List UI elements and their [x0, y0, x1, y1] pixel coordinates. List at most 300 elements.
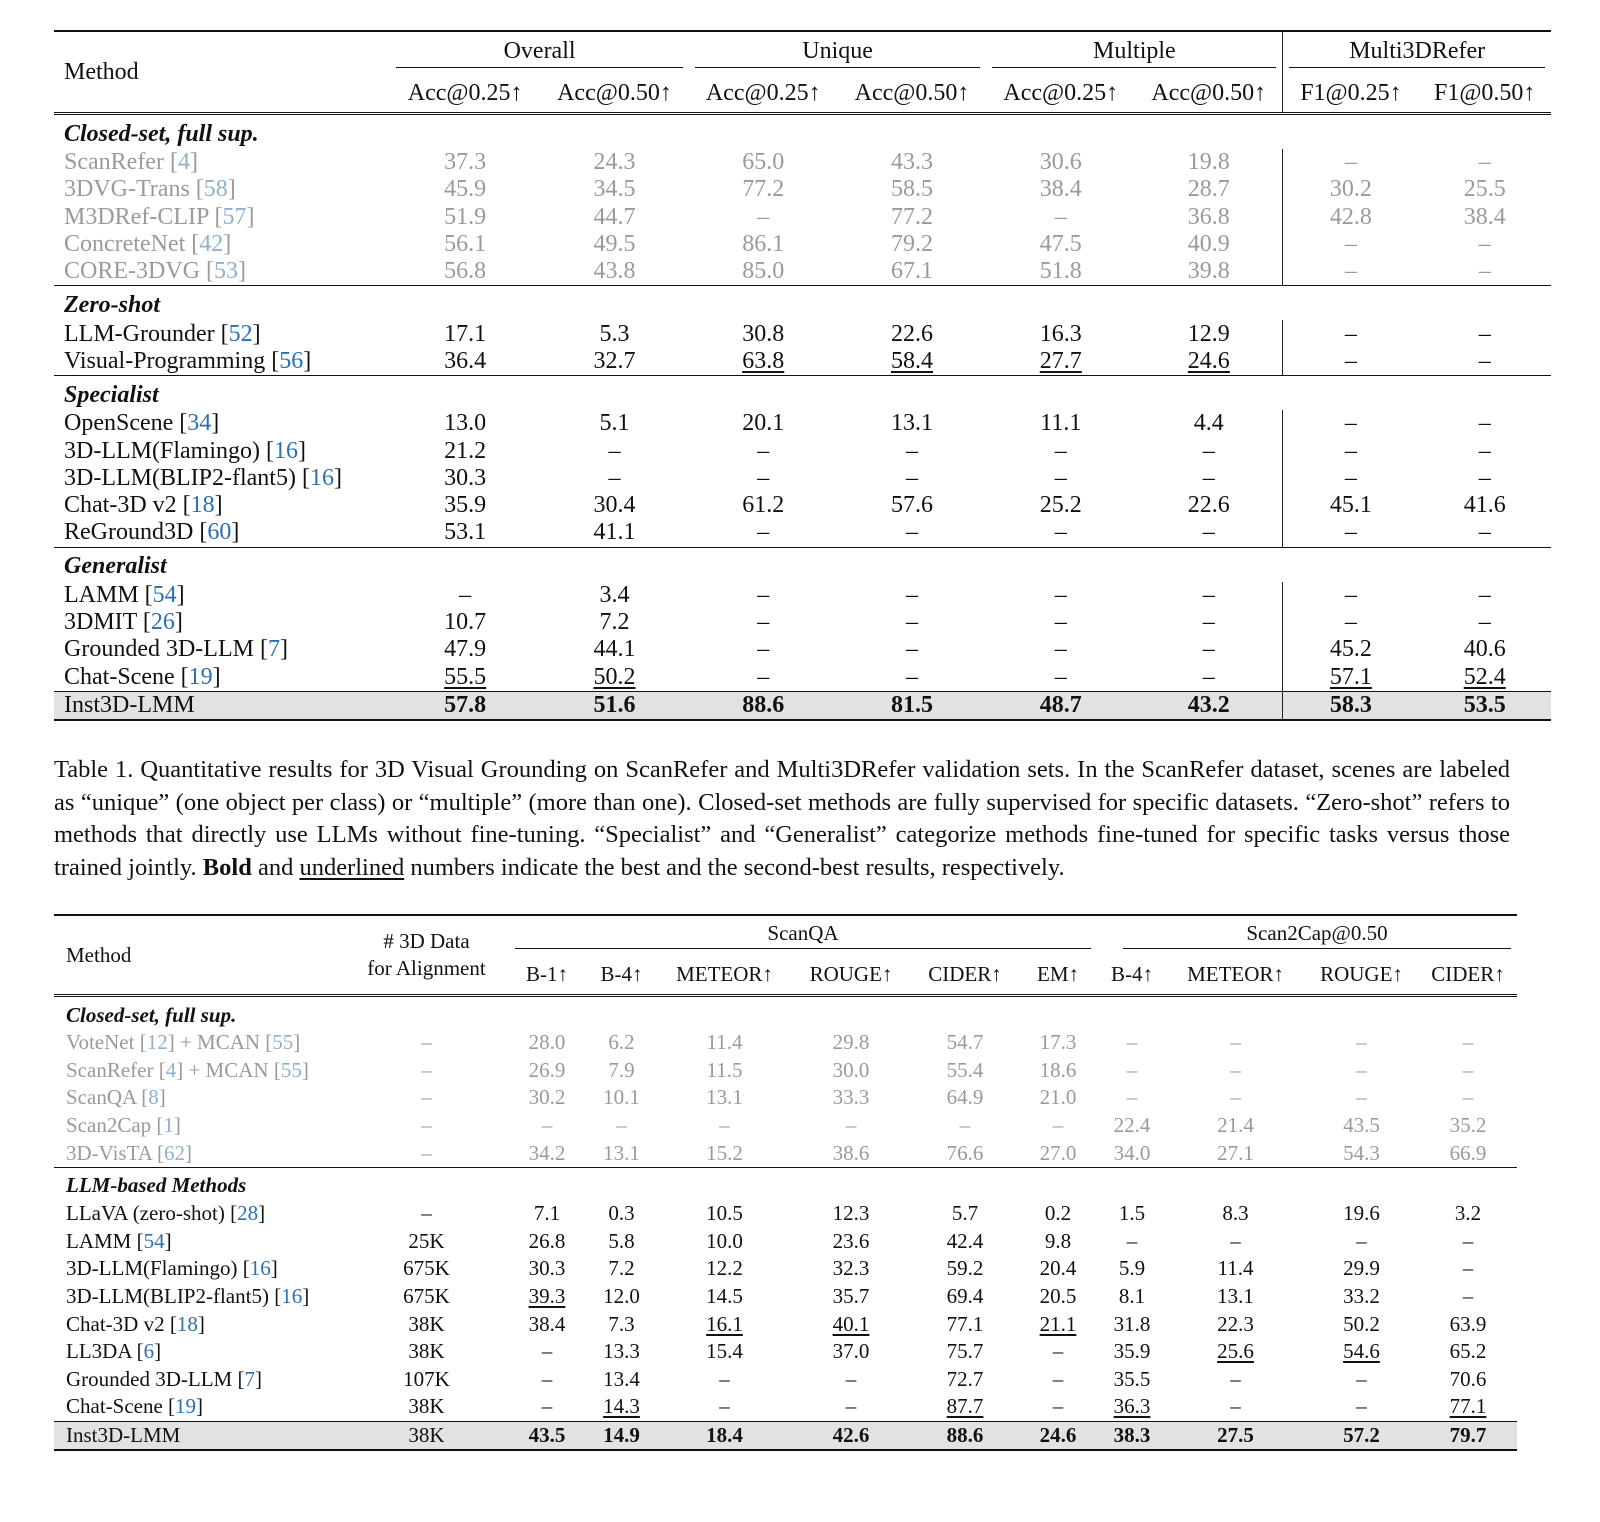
value: 3.4: [599, 581, 630, 608]
value: 43.8: [593, 258, 636, 285]
value: –: [1478, 258, 1491, 285]
value-cell: [791, 1200, 911, 1228]
value: –: [1126, 1085, 1138, 1110]
value-cell: [689, 437, 838, 464]
value-cell: [1097, 1310, 1167, 1338]
method-cell: 3D-LLM(BLIP2-flant5) [16]: [66, 1284, 310, 1309]
value-cell: [1019, 1393, 1097, 1421]
value: 7.2: [608, 1256, 635, 1281]
value-cell: [1097, 1366, 1167, 1394]
value: 25.2: [1039, 492, 1082, 519]
value: 7.2: [599, 609, 630, 635]
table-row: [54, 1338, 1517, 1366]
value-cell: [838, 609, 987, 636]
value-cell: [1135, 149, 1283, 176]
value-cell: [689, 176, 838, 203]
value: 35.9: [444, 492, 487, 519]
value: 3.2: [1454, 1201, 1482, 1226]
citation-link[interactable]: 16: [281, 1284, 303, 1309]
value: 49.5: [593, 231, 636, 258]
method-name: Grounded 3D-LLM: [64, 636, 254, 663]
value-cell: [1418, 410, 1551, 437]
value: 13.1: [890, 410, 933, 437]
value-cell: [658, 1029, 791, 1057]
value: –: [1478, 347, 1491, 374]
value-cell: [509, 1393, 585, 1421]
method-cell: CORE-3DVG [53]: [64, 258, 246, 285]
value: 38.4: [1463, 203, 1506, 230]
group-scan2cap: Scan2Cap@0.50: [1123, 921, 1511, 949]
method-name: ConcreteNet: [64, 231, 186, 258]
value: 30.0: [832, 1057, 870, 1082]
value-cell: [1019, 1112, 1097, 1140]
value-cell: [540, 636, 689, 663]
value: 10.7: [444, 609, 487, 635]
value: 35.9: [1113, 1339, 1151, 1364]
method-cell: LAMM [54]: [64, 581, 185, 608]
qa-captioning-results-table: [54, 914, 1517, 1451]
metric-header: ROUGE↑: [1320, 961, 1403, 986]
value-cell: [658, 1310, 791, 1338]
value-cell: [911, 1393, 1019, 1421]
value-cell: [791, 1139, 911, 1167]
value-cell: [986, 204, 1135, 231]
method-name: Visual-Programming: [64, 347, 266, 374]
value: –: [1344, 609, 1357, 635]
value-cell: [1097, 1139, 1167, 1167]
metric-header: Acc@0.50↑: [1151, 79, 1267, 106]
value-cell: [585, 1283, 658, 1311]
value-cell: [986, 149, 1135, 176]
value: 30.2: [1329, 176, 1372, 203]
value-cell: [540, 348, 689, 376]
value: 17.3: [1039, 1030, 1077, 1055]
value-cell: [838, 320, 987, 347]
value-cell: [1419, 1112, 1517, 1140]
value: –: [1478, 581, 1491, 608]
value-cell: [986, 320, 1135, 347]
value: 16.1: [706, 1311, 743, 1336]
method-name: LLaVA (zero-shot): [66, 1201, 225, 1226]
value: –: [1126, 1030, 1138, 1055]
value-cell: [791, 1338, 911, 1366]
value-cell: [911, 1057, 1019, 1085]
citation-link[interactable]: 19: [188, 663, 213, 690]
value: 65.0: [742, 149, 785, 176]
value-cell: [1283, 519, 1419, 547]
value: –: [1478, 437, 1491, 464]
value-cell: [1283, 437, 1419, 464]
value-cell: [1135, 231, 1283, 258]
value-cell: [1419, 1029, 1517, 1057]
value-cell: [540, 519, 689, 547]
value-cell: [1304, 1084, 1419, 1112]
value-cell: [390, 663, 540, 691]
citation-link[interactable]: 28: [237, 1201, 259, 1226]
citation-link[interactable]: 19: [175, 1394, 197, 1419]
value-cell: [1097, 1255, 1167, 1283]
value-cell: [509, 1228, 585, 1256]
value: 15.2: [706, 1140, 743, 1165]
value-cell: [1418, 149, 1551, 176]
value-cell: [911, 1310, 1019, 1338]
value: 5.7: [951, 1201, 979, 1226]
table-row: [54, 149, 1551, 176]
value-cell: [1167, 1029, 1304, 1057]
table-row: [54, 1084, 1517, 1112]
value: –: [1202, 581, 1215, 608]
group-multi3drefer: Multi3DRefer: [1289, 38, 1545, 68]
best-value: 57.2: [1304, 1421, 1419, 1450]
method-cell: ConcreteNet [42]: [64, 231, 232, 258]
value-cell: [1097, 1029, 1167, 1057]
value: 77.1: [1449, 1394, 1487, 1419]
value-cell: [838, 258, 987, 286]
table-row: [54, 1283, 1517, 1311]
value: 65.2: [1449, 1339, 1487, 1364]
value: –: [905, 636, 918, 663]
value: 16.3: [1039, 320, 1082, 347]
value: 43.3: [890, 149, 933, 176]
method-cell: Chat-Scene [19]: [64, 663, 221, 690]
citation-link[interactable]: 55: [280, 1057, 302, 1082]
value-cell: [1283, 663, 1419, 691]
value-cell: [1135, 492, 1283, 519]
value-cell: [1304, 1057, 1419, 1085]
value: 67.1: [890, 258, 933, 285]
value: –: [1478, 231, 1491, 258]
citation-link[interactable]: 60: [207, 519, 232, 546]
value: –: [1462, 1085, 1474, 1110]
value-cell: [1167, 1310, 1304, 1338]
value-cell: [1135, 204, 1283, 231]
value: 12.9: [1187, 320, 1230, 347]
value-cell: [689, 204, 838, 231]
alignment-data-cell: 38K: [344, 1421, 509, 1450]
citation-link[interactable]: 55: [272, 1030, 294, 1055]
value-cell: [390, 465, 540, 492]
method-cell: LLM-Grounder [52]: [64, 320, 261, 347]
value-cell: [689, 519, 838, 547]
citation-link[interactable]: 42: [199, 231, 224, 258]
value-cell: [1019, 1338, 1097, 1366]
value-cell: [791, 1366, 911, 1394]
value: –: [1356, 1228, 1367, 1253]
value-cell: [540, 582, 689, 609]
value-cell: [540, 149, 689, 176]
citation-link[interactable]: 26: [150, 609, 175, 635]
value-cell: [689, 149, 838, 176]
value: –: [1344, 320, 1357, 347]
value: 57.6: [890, 492, 933, 519]
method-name: 3D-VisTA: [66, 1140, 152, 1165]
citation-link[interactable]: 62: [163, 1140, 185, 1165]
method-cell: M3DRef-CLIP [57]: [64, 203, 255, 230]
value: –: [1054, 464, 1067, 491]
method-cell: 3D-LLM(Flamingo) [16]: [66, 1256, 278, 1281]
value-cell: [1418, 519, 1551, 547]
value-cell: [1019, 1057, 1097, 1085]
value: 35.7: [832, 1284, 870, 1309]
value-cell: [689, 663, 838, 691]
value: 55.5: [444, 663, 487, 690]
value: 11.5: [706, 1057, 743, 1082]
value-cell: [1097, 1228, 1167, 1256]
citation-link[interactable]: 53: [214, 258, 238, 285]
value: –: [905, 663, 918, 690]
value-cell: [1418, 204, 1551, 231]
table-row: [54, 176, 1551, 203]
value: –: [541, 1394, 553, 1419]
value-cell: [1419, 1084, 1517, 1112]
caption-text-end: numbers indicate the best and the second-best results, respectively.: [404, 853, 1065, 881]
value: 34.0: [1113, 1140, 1151, 1165]
value: 14.5: [706, 1284, 743, 1309]
citation-link[interactable]: 18: [190, 492, 215, 519]
value: –: [1230, 1030, 1241, 1055]
citation-link[interactable]: 8: [148, 1085, 159, 1110]
value-cell: [791, 1029, 911, 1057]
citation-link[interactable]: 16: [309, 464, 334, 491]
citation-link[interactable]: 1: [163, 1113, 174, 1138]
metric-header: CIDER↑: [928, 961, 1002, 986]
value-cell: [1419, 1057, 1517, 1085]
value-cell: [1283, 176, 1419, 203]
value-cell: [585, 1057, 658, 1085]
value: –: [905, 464, 918, 491]
value: 87.7: [946, 1394, 984, 1419]
value: 20.5: [1039, 1284, 1077, 1309]
value-cell: [1167, 1228, 1304, 1256]
value-cell: [689, 258, 838, 286]
citation-link[interactable]: 7: [267, 636, 280, 663]
table-row: [54, 519, 1551, 547]
value-cell: [1304, 1112, 1419, 1140]
value: –: [1202, 437, 1215, 464]
value: –: [1202, 464, 1215, 491]
value: 76.6: [946, 1140, 984, 1165]
value-cell: [1304, 1338, 1419, 1366]
value: 34.2: [528, 1140, 566, 1165]
value: 38.4: [528, 1311, 566, 1336]
method-cell: Chat-3D v2 [18]: [64, 492, 223, 519]
value-cell: [838, 348, 987, 376]
table-row: [54, 320, 1551, 347]
value: 5.8: [608, 1228, 635, 1253]
value-cell: [1418, 176, 1551, 203]
best-value: 43.5: [509, 1421, 585, 1450]
value: –: [1230, 1366, 1241, 1391]
citation-link[interactable]: 54: [143, 1228, 165, 1253]
citation-link[interactable]: 7: [244, 1366, 255, 1391]
value-cell: [689, 348, 838, 376]
value: –: [719, 1113, 730, 1138]
section-title: Generalist: [64, 553, 167, 580]
table-row: [54, 1366, 1517, 1394]
method-cell: Visual-Programming [56]: [64, 347, 312, 374]
citation-link[interactable]: 34: [187, 410, 212, 437]
method-name: LAMM: [64, 581, 139, 608]
method-cell: ReGround3D [60]: [64, 519, 240, 546]
citation-link[interactable]: 18: [176, 1311, 198, 1336]
table-row: [54, 465, 1551, 492]
value-cell: [689, 582, 838, 609]
method-cell: Scan2Cap [1]: [66, 1113, 181, 1138]
value: –: [1356, 1057, 1367, 1082]
value: 20.1: [742, 410, 785, 437]
value-cell: [540, 609, 689, 636]
value-cell: [540, 176, 689, 203]
citation-link[interactable]: 16: [249, 1256, 271, 1281]
best-value: 58.3: [1283, 691, 1419, 720]
value: 36.3: [1113, 1394, 1151, 1419]
citation-link[interactable]: 58: [203, 176, 228, 203]
value: –: [1478, 149, 1491, 176]
method-name: Chat-Scene: [66, 1394, 163, 1419]
best-value: 24.6: [1019, 1421, 1097, 1450]
value-cell: [791, 1057, 911, 1085]
value-cell: [1097, 1393, 1167, 1421]
method-name: OpenScene: [64, 410, 174, 437]
value-cell: [509, 1084, 585, 1112]
value-cell: [1097, 1283, 1167, 1311]
value: 77.1: [946, 1311, 984, 1336]
value: 85.0: [742, 258, 785, 285]
citation-link[interactable]: 4: [177, 149, 190, 176]
value: 14.3: [603, 1394, 640, 1419]
method-name: ReGround3D: [64, 519, 194, 546]
citation-link[interactable]: 57: [222, 203, 247, 230]
metric-header: Acc@0.25↑: [705, 79, 821, 106]
value-cell: [1418, 663, 1551, 691]
value: –: [1202, 519, 1215, 546]
value-cell: [585, 1029, 658, 1057]
value: 79.2: [890, 231, 933, 258]
table-2-body: [54, 996, 1517, 1451]
best-value: 48.7: [986, 691, 1135, 720]
value: –: [1462, 1256, 1474, 1281]
method-name: 3D-LLM(Flamingo): [66, 1256, 238, 1281]
value: –: [1356, 1085, 1367, 1110]
value: 24.3: [593, 149, 636, 176]
value-cell: [1304, 1366, 1419, 1394]
value: –: [1478, 609, 1491, 635]
method-name: 3DMIT: [64, 609, 137, 635]
value-cell: [838, 149, 987, 176]
value-cell: [1019, 1029, 1097, 1057]
value-cell: [1419, 1200, 1517, 1228]
best-value: 57.8: [390, 691, 540, 720]
value-cell: [1135, 320, 1283, 347]
value: –: [1052, 1339, 1064, 1364]
table-row: [54, 1112, 1517, 1140]
value: 77.2: [742, 176, 785, 203]
value: 5.9: [1118, 1256, 1146, 1281]
table-row: [54, 582, 1551, 609]
value: 33.3: [832, 1085, 870, 1110]
value-cell: [791, 1393, 911, 1421]
value: 50.2: [593, 663, 636, 690]
table-row: [54, 1228, 1517, 1256]
value-cell: [658, 1112, 791, 1140]
value: 51.8: [1039, 258, 1082, 285]
value: 40.1: [832, 1311, 870, 1336]
citation-link[interactable]: 56: [279, 347, 304, 374]
method-cell: 3DMIT [26]: [64, 609, 183, 635]
value: –: [1054, 636, 1067, 663]
value: –: [541, 1113, 553, 1138]
value-cell: [390, 582, 540, 609]
method-name-suffix: + MCAN: [174, 1030, 266, 1055]
value-cell: [390, 258, 540, 286]
section-header-row: [54, 286, 1551, 321]
method-cell: ScanRefer [4]: [64, 149, 198, 176]
citation-link[interactable]: 12: [146, 1030, 168, 1055]
value-cell: [1019, 1200, 1097, 1228]
value-cell: [1419, 1139, 1517, 1167]
value-cell: [1419, 1393, 1517, 1421]
value-cell: [509, 1366, 585, 1394]
value: 19.6: [1343, 1201, 1380, 1226]
value: –: [1344, 410, 1357, 437]
value: –: [1230, 1394, 1241, 1419]
citation-link[interactable]: 54: [152, 581, 177, 608]
table-row: [54, 1310, 1517, 1338]
value: 21.2: [444, 437, 487, 464]
value-cell: [1135, 465, 1283, 492]
value: 43.5: [1343, 1113, 1380, 1138]
value-cell: [838, 231, 987, 258]
table-row: [54, 204, 1551, 231]
value-cell: [1283, 348, 1419, 376]
value-cell: [1304, 1393, 1419, 1421]
best-method-row: [54, 1421, 1517, 1450]
value: 55.4: [946, 1057, 984, 1082]
value: –: [608, 437, 621, 464]
value: 56.8: [444, 258, 487, 285]
value: 32.3: [832, 1256, 870, 1281]
value: –: [1054, 437, 1067, 464]
value-cell: [986, 492, 1135, 519]
value-cell: [585, 1393, 658, 1421]
value: –: [1356, 1366, 1367, 1391]
method-cell: Grounded 3D-LLM [7]: [64, 636, 288, 663]
value: –: [1052, 1113, 1064, 1138]
value: 69.4: [946, 1284, 984, 1309]
value-cell: [1135, 437, 1283, 464]
value: –: [1462, 1284, 1474, 1309]
citation-link[interactable]: 16: [273, 437, 298, 464]
citation-link[interactable]: 52: [228, 320, 253, 347]
value: 19.8: [1187, 149, 1230, 176]
value: 21.1: [1039, 1311, 1077, 1336]
value-cell: [1135, 636, 1283, 663]
method-name-suffix: + MCAN: [183, 1057, 274, 1082]
metric-header: Acc@0.50↑: [557, 79, 672, 106]
metric-header: METEOR↑: [676, 961, 773, 986]
value-cell: [1418, 636, 1551, 663]
table-row: [54, 437, 1551, 464]
value: –: [1230, 1057, 1241, 1082]
metric-header: F1@0.25↑: [1283, 74, 1419, 114]
value: 0.2: [1044, 1201, 1072, 1226]
table-row: [54, 1139, 1517, 1167]
value-cell: [390, 231, 540, 258]
value: 34.5: [593, 176, 636, 203]
method-header: Method: [64, 58, 139, 85]
citation-link[interactable]: 4: [165, 1057, 177, 1082]
citation-link[interactable]: 6: [143, 1339, 155, 1364]
